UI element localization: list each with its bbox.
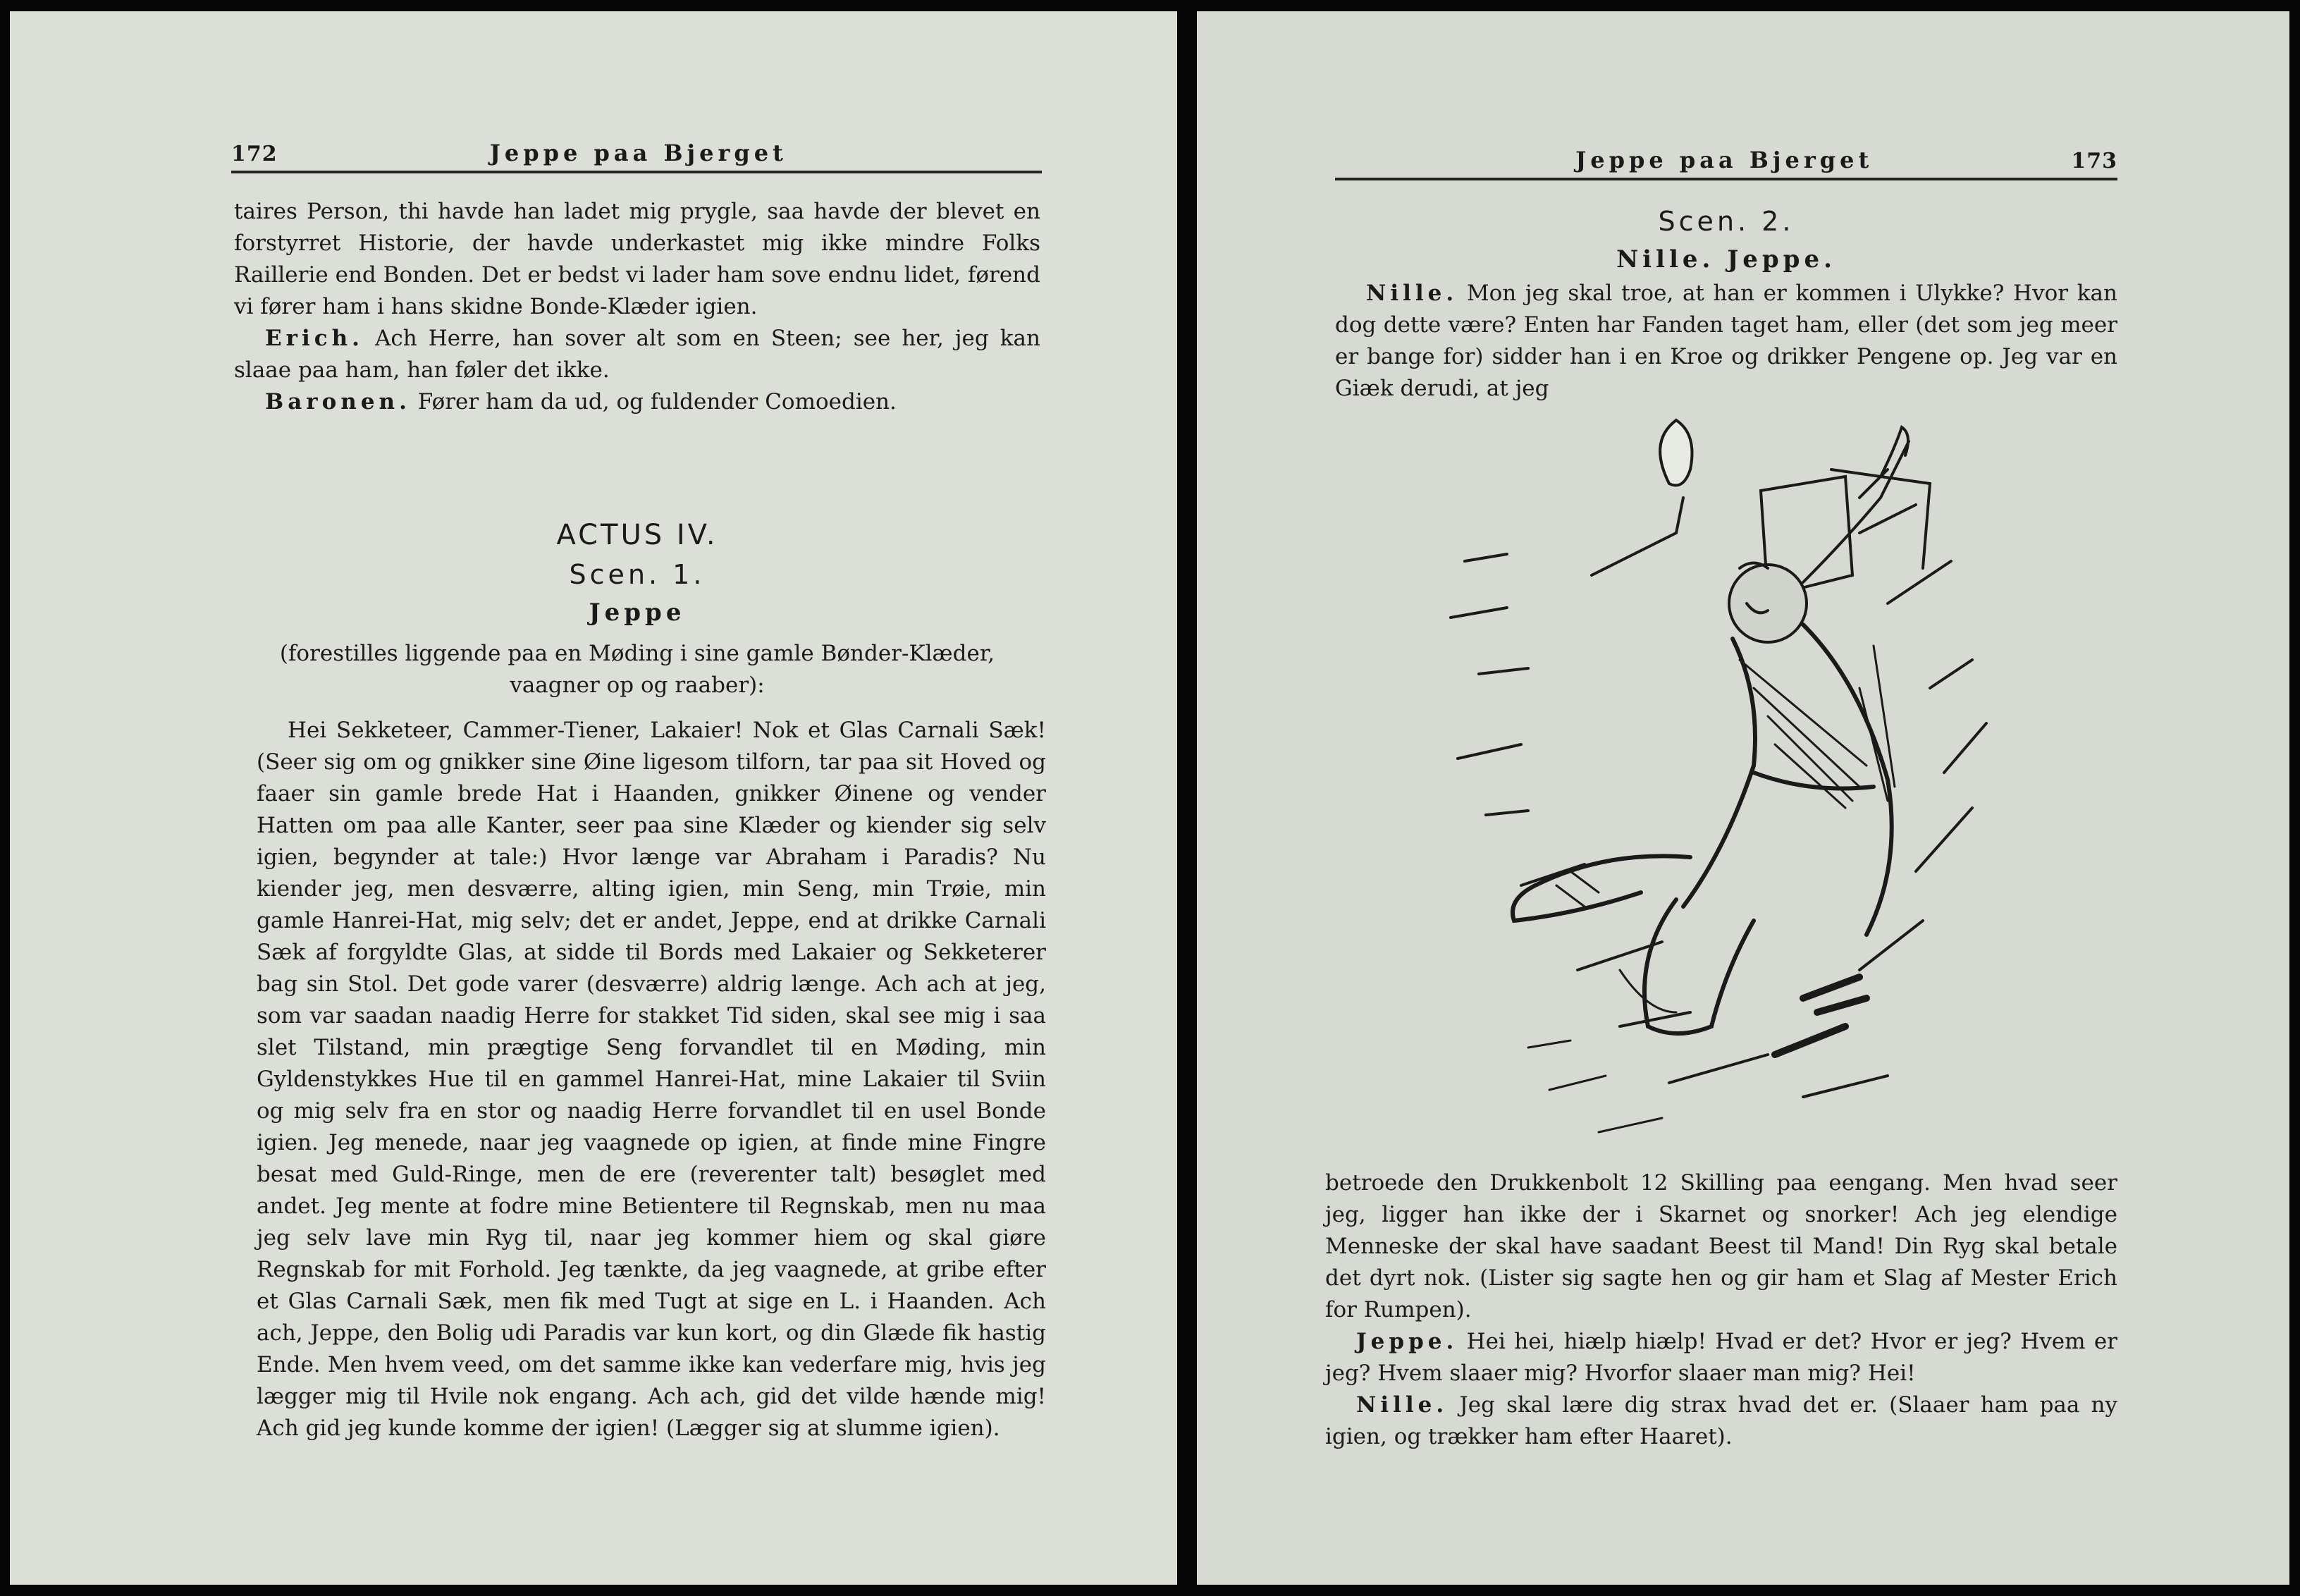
nille-speech-continued: betroede den Drukkenbolt 12 Skilling paa eengang. Men hvad seer jeg, ligger han ikke der i Skarnet og snorker! Ach jeg elendige Menneske der skal have saadant Beest til Mand! Din Ryg skal betale det dyrt nok. (Lister sig sagte hen og gir ham et Slag af Mester Erich for Rumpen). xyxy=(1325,1170,2117,1322)
jeppe-on-dunghill-illustration xyxy=(1437,392,2022,1153)
running-head: Jeppe paa Bjerget xyxy=(1575,147,1874,173)
speech-text: Fører ham da ud, og fuldender Comoedien. xyxy=(417,389,897,415)
jeppe-monologue xyxy=(257,715,1046,1444)
scene-two-opening xyxy=(1335,202,2117,405)
speaker-name: Baronen. xyxy=(265,389,411,415)
speaker-name: Erich. xyxy=(265,326,364,351)
speaker-name: Nille. xyxy=(1366,281,1458,306)
speech-text: Hei hei, hiælp hiælp! Hvad er det? Hvor er jeg? Hvem er jeg? Hvem slaaer mig? Hvorfor slaaer man mig? Hei! xyxy=(1325,1329,2118,1386)
scene-title: Scen. 1. xyxy=(569,559,706,590)
right-page-header xyxy=(1335,138,2117,180)
speaker-name: Nille. xyxy=(1356,1392,1449,1418)
jeppe-speech xyxy=(1325,1326,2117,1389)
erich-speech xyxy=(234,323,1040,386)
stage-direction: (forestilles liggende paa en Møding i sine gamle Bønder-Klæder, vaagner op og raaber): xyxy=(279,641,995,698)
page-number: 172 xyxy=(231,142,278,166)
speaker-name: Jeppe. xyxy=(1356,1329,1458,1354)
act-heading xyxy=(234,515,1040,701)
scene-two-continued xyxy=(1325,1167,2117,1453)
act-title: ACTUS IV. xyxy=(556,519,718,551)
nille-speech xyxy=(1325,1389,2117,1453)
nille-speech xyxy=(1335,278,2117,405)
speech-text: Jeg skal lære dig strax hvad det er. (Slaaer ham paa ny igien, og trækker ham efter Haaret). xyxy=(1325,1392,2118,1449)
scene-persons: Jeppe xyxy=(589,598,686,627)
scene-title: Scen. 2. xyxy=(1658,206,1795,237)
running-head: Jeppe paa Bjerget xyxy=(489,140,787,166)
right-page xyxy=(1197,11,2289,1585)
baron-speech xyxy=(234,386,1040,418)
speech-text: Ach Herre, han sover alt som en Steen; see her, jeg kan slaae paa ham, han føler det ikke. xyxy=(234,326,1040,383)
left-page-header xyxy=(231,131,1042,173)
speech-text: Mon jeg skal troe, at han er kommen i Ulykke? Hvor kan dog dette være? Enten har Fanden taget ham, eller (det som jeg meer er bange for) sidder han i en Kroe og drikker Pengene op. Jeg var en Giæk derudi, at jeg xyxy=(1335,281,2117,401)
scene-persons: Nille. Jeppe. xyxy=(1616,245,1836,274)
monologue-text: Hei Sekketeer, Cammer-Tiener, Lakaier! Nok et Glas Carnali Sæk! (Seer sig om og gnikker sine Øine ligesom tilforn, tar paa sit Hoved og faaer sin gamle brede Hat i Haanden, gnikker Øinene og vender Hatten om paa alle Kanter, seer paa sine Klæder og kiender sig selv igien, begynder at tale:) Hvor længe var Abraham i Paradis? Nu kiender jeg, men desværre, alting igien, min Seng, min Trøie, min gamle Hanrei-Hat, mig selv; det er andet, Jeppe, end at drikke Carnali Sæk af forgyldte Glas, at sidde til Bords med Lakaier og Sekketerer bag sin Stol. Det gode varer (desværre) aldrig længe. Ach ach at jeg, som var saadan naadig Herre for stakket Tid siden, skal see mig i saa slet Tilstand, min prægtige Seng forvandlet til en Møding, min Gyldenstykkes Hue til en gammel Hanrei-Hat, mine Lakaier til Sviin og mig selv fra en stor og naadig Herre forvandlet til en usel Bonde igien. Jeg menede, naar jeg vaagnede op igien, at finde mine Fingre besat med Guld-Ringe, men de ere (reverenter talt) besøglet med andet. Jeg mente at fodre mine Betientere til Regnskab, men nu maa jeg selv lave min Ryg til, naar jeg kommer hiem og skal giøre Regnskab for mit Forhold. Jeg tænkte, da jeg vaagnede, at gribe efter et Glas Carnali Sæk, men fik med Tugt at sige en L. i Haanden. Ach ach, Jeppe, den Bolig udi Paradis var kun kort, og din Glæde fik hastig Ende. Men hvem veed, om det samme ikke kan vederfare mig, hvis jeg lægger mig til Hvile nok engang. Ach ach, gid det vilde hænde mig! Ach gid jeg kunde komme der igien! (Lægger sig at slumme igien). xyxy=(257,718,1046,1441)
left-page xyxy=(10,11,1177,1585)
page-number: 173 xyxy=(2071,149,2117,173)
continuation-paragraph: taires Person, thi havde han ladet mig prygle, saa havde der blevet en forstyrret Historie, der havde underkastet mig ikke mindre Folks Raillerie end Bonden. Det er bedst vi lader ham sove endnu lidet, førend vi fører ham i hans skidne Bonde-Klæder igien. xyxy=(234,199,1040,319)
continued-dialogue xyxy=(234,196,1040,418)
